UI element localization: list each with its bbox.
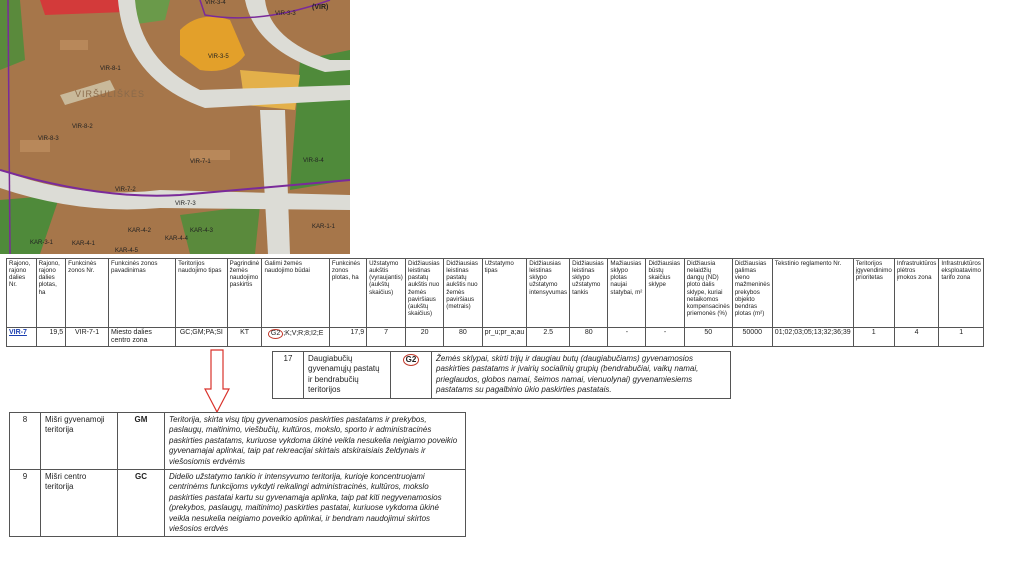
land-uses-rest: ;K;V;R;8;I2;E	[283, 330, 324, 337]
map-zone-label: KAR-4-2	[128, 228, 152, 234]
cell-max-dwellings: -	[646, 328, 684, 347]
table-row	[7, 328, 984, 347]
column-header: Funkcinės zonos plotas, ha	[329, 259, 366, 328]
map-zone-label: KAR-4-3	[190, 228, 214, 234]
map-place-name: VIRŠULIŠKĖS	[75, 89, 146, 99]
zone-code: GC	[118, 469, 165, 536]
g2-name: Daugiabučių gyvenamųjų pastatų ir bendrabučių teritorijos	[304, 352, 391, 399]
cell-infra-fee-zone: 4	[894, 328, 939, 347]
table-row	[273, 352, 731, 399]
map-district-tag: (VIR)	[312, 4, 329, 11]
column-header: Mažiausias sklypo plotas naujai statybai, m²	[608, 259, 646, 328]
map-zone-label: KAR-3-1	[30, 240, 54, 246]
map-zone-label: VIR-7-1	[190, 159, 211, 165]
cell-zone-no: VIR-7-1	[66, 328, 109, 347]
column-header: Didžiausias leistinas sklypo užstatymo intensyvumas	[527, 259, 570, 328]
column-header: Infrastruktūros eksploatavimo tarifo zona	[939, 259, 984, 328]
cell-use-type: GC;GM;PA;SI	[176, 328, 228, 347]
cell-area: 19,5	[36, 328, 66, 347]
zone-no: 9	[10, 469, 41, 536]
cell-max-floors: 20	[406, 328, 444, 347]
map-zone-label: VIR-8-4	[303, 158, 324, 164]
cell-district: VIR-7	[7, 328, 37, 347]
column-header: Užstatymo aukštis (vyraujantis) (aukštų skaičius)	[367, 259, 406, 328]
zoning-map	[0, 0, 350, 254]
column-header: Didžiausia nelaidžių dangų (ND) ploto dalis sklype, kuriai netaikomos kompensacinės priemonės (%)	[684, 259, 732, 328]
column-header: Rajono, rajono dalies Nr.	[7, 259, 37, 328]
column-header: Pagrindinė žemės naudojimo paskirtis	[227, 259, 262, 328]
column-header: Didžiausias leistinas sklypo užstatymo tankis	[570, 259, 608, 328]
cell-zone-name: Miesto dalies centro zona	[108, 328, 175, 347]
g2-no: 17	[273, 352, 304, 399]
map-zone-label: VIR-8-1	[100, 66, 121, 72]
column-header: Infrastruktūros plėtros įmokos zona	[894, 259, 939, 328]
map-zone-label: KAR-4-4	[165, 236, 189, 242]
map-zone-label: VIR-8-3	[38, 136, 59, 142]
g2-code-cell	[391, 352, 432, 399]
zone-no: 8	[10, 413, 41, 470]
cell-intensity: 2.5	[527, 328, 570, 347]
table-header-row	[7, 259, 984, 328]
regulation-table	[6, 258, 984, 347]
cell-text-reg: 01;02;03;05;13;32;36;39	[772, 328, 853, 347]
column-header: Didžiausias leistinas pastatų aukštis nuo žemės paviršiaus (aukštų skaičius)	[406, 259, 444, 328]
zone-description: Teritorija, skirta visų tipų gyvenamosios paskirties pastatams ir prekybos, paslaugų, maitinimo, viešbučių, kultūros, mokslo, sporto ir administracinės paskirties pastatams, kuriuose vykdoma ūkinė veikla nesukelia neigiamo poveikio gyvenamajai aplinkai, taip pat rekreacijai skirtais atskiraisiais želdynais ir viešosiomis erdvėmis	[165, 413, 466, 470]
column-header: Teritorijos įgyvendinimo prioritetas	[853, 259, 894, 328]
cell-tariff-zone: 1	[939, 328, 984, 347]
column-header: Funkcinės zonos Nr.	[66, 259, 109, 328]
cell-max-height: 80	[444, 328, 482, 347]
cell-impervious: 50	[684, 328, 732, 347]
g2-code: G2	[403, 354, 420, 366]
table-row	[10, 413, 466, 470]
g2-circle-mark: G2	[268, 329, 283, 339]
zone-definitions-table	[9, 412, 466, 537]
cell-priority: 1	[853, 328, 894, 347]
zone-name: Mišri centro teritorija	[41, 469, 118, 536]
cell-build-type: pr_u;pr_a;au	[482, 328, 527, 347]
g2-description: Žemės sklypai, skirti trijų ir daugiau butų (daugiabučiams) gyvenamosios paskirties pastatams ir įvairių socialinių grupių (bendrabučiai, vaikų namai, prieglaudos, globos namai, šeimos namai, vienuolynai) gyvenamiesiems pastatams su pagalbinio ūkio paskirties pastatais.	[432, 352, 731, 399]
map-zone-label: VIR-8-2	[72, 124, 93, 130]
cell-min-plot: -	[608, 328, 646, 347]
cell-height-floors: 7	[367, 328, 406, 347]
map-zone-label: VIR-3-5	[208, 54, 229, 60]
column-header: Užstatymo tipas	[482, 259, 527, 328]
cell-density: 80	[570, 328, 608, 347]
map-zone-label: VIR-3-3	[275, 11, 296, 17]
g2-definition-table	[272, 351, 731, 399]
map-zone-label: KAR-4-1	[72, 241, 96, 247]
zone-code: GM	[118, 413, 165, 470]
cell-zone-area: 17,9	[329, 328, 366, 347]
column-header: Tekstinio reglamento Nr.	[772, 259, 853, 328]
zone-name: Mišri gyvenamoji teritorija	[41, 413, 118, 470]
cell-retail-area: 50000	[732, 328, 772, 347]
map-zone-label: KAR-4-5	[115, 248, 139, 254]
column-header: Didžiausias būstų skaičius sklype	[646, 259, 684, 328]
column-header: Rajono, rajono dalies plotas, ha	[36, 259, 66, 328]
map-zone-label: VIR-7-2	[115, 187, 136, 193]
column-header: Galimi žemės naudojimo būdai	[262, 259, 329, 328]
column-header: Teritorijos naudojimo tipas	[176, 259, 228, 328]
column-header: Didžiausias galimas vieno mažmeninės prekybos objekto bendras plotas (m²)	[732, 259, 772, 328]
map-zone-label: VIR-7-3	[175, 201, 196, 207]
column-header: Didžiausias leistinas pastatų aukštis nuo žemės paviršiaus (metrais)	[444, 259, 482, 328]
table-row	[10, 469, 466, 536]
down-arrow-icon	[204, 349, 230, 413]
cell-land-uses	[262, 328, 329, 347]
map-zone-label: VIR-3-4	[205, 0, 226, 6]
map-zone-label: KAR-1-1	[312, 224, 336, 230]
column-header: Funkcinės zonos pavadinimas	[108, 259, 175, 328]
cell-main-purpose: KT	[227, 328, 262, 347]
zone-description: Didelio užstatymo tankio ir intensyvumo teritorija, kurioje koncentruojami centrinėms funkcijoms vykdyti reikalingi administracinės, kultūros, mokslo paskirties pastatai kartu su gyvenamąja aplinka, taip pat kiti negyvenamosios (prekybos, paslaugų, maitinimo) paskirties pastatai, kuriuose vykdoma ūkinė veikla nesukelia neigiamo poveikio aplinkai, ir bendram naudojimui skirtos viešosios erdvės	[165, 469, 466, 536]
